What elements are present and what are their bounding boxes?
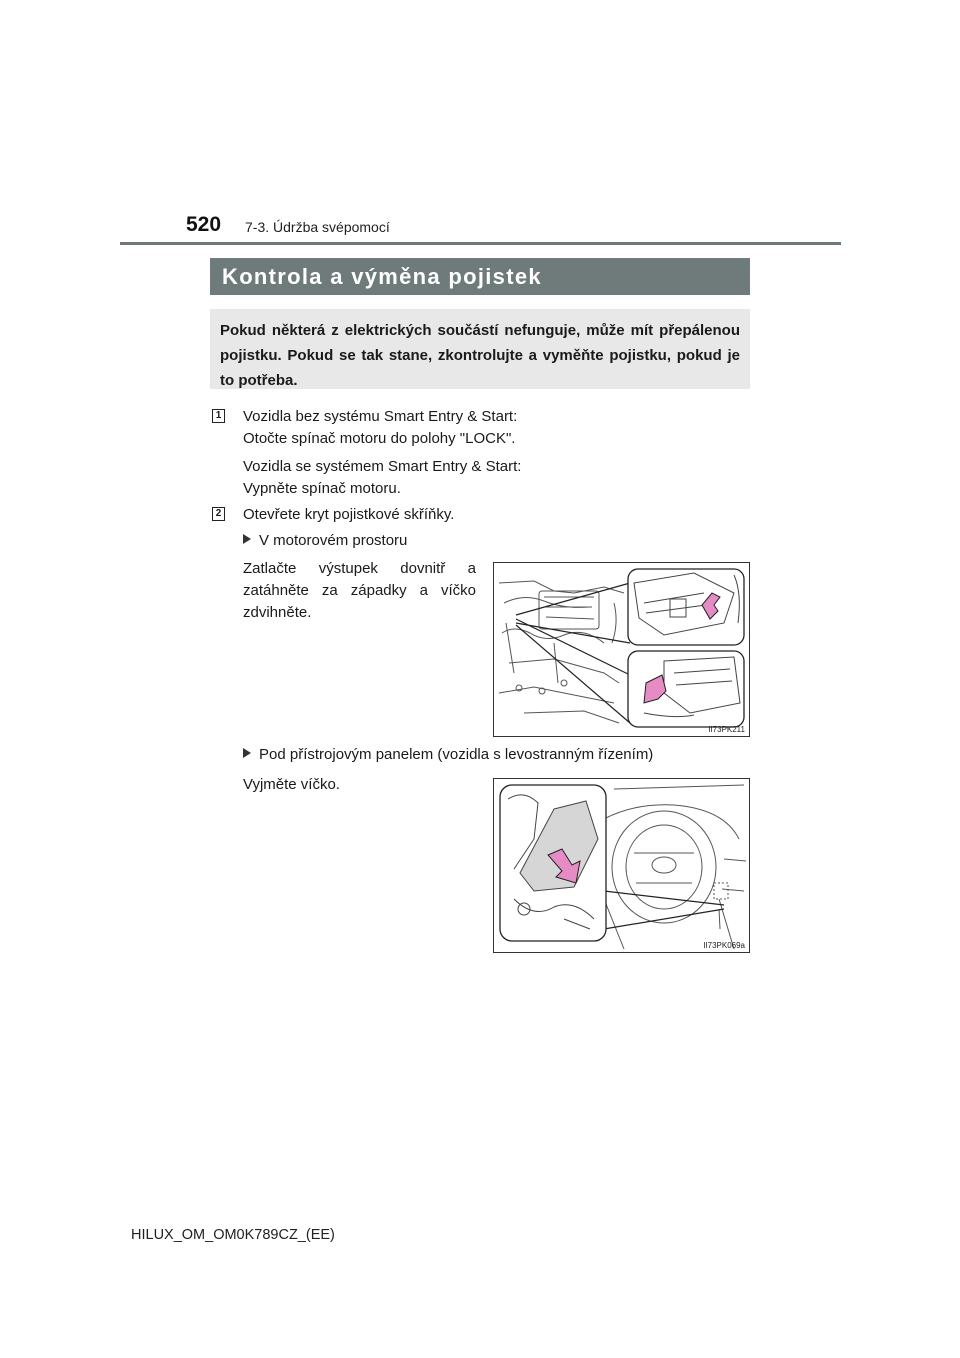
page-number: 520 xyxy=(186,213,222,236)
step-number-1: 1 xyxy=(212,409,225,423)
intro-box: Pokud některá z elektrických součástí nefunguje, může mít přepálenou pojistku. Pokud se tak stane, zkontrolujte a vyměňte pojistku, pokud je to potřeba. xyxy=(210,309,750,389)
step-1-line-1: Vozidla bez systému Smart Entry & Start: xyxy=(243,408,518,425)
figure-code: II73PK069a xyxy=(703,941,745,950)
step-number-2: 2 xyxy=(212,507,225,521)
location-1-heading xyxy=(243,530,407,552)
step-1-line-3: Vozidla se systémem Smart Entry & Start: xyxy=(243,458,522,475)
location-2-label: Pod přístrojovým panelem (vozidla s levostranným řízením) xyxy=(259,746,654,763)
header-divider xyxy=(120,242,841,245)
triangle-bullet-icon xyxy=(243,534,251,544)
location-2-heading xyxy=(243,744,653,766)
engine-compartment-illustration xyxy=(494,563,749,736)
dashboard-illustration xyxy=(494,779,749,952)
location-1-instruction: Zatlačte výstupek dovnitř a zatáhněte za západky a víčko zdvihněte. xyxy=(243,560,476,621)
page-title: Kontrola a výměna pojistek xyxy=(210,258,750,295)
figure-code: II73PK211 xyxy=(708,725,745,734)
step-1-line-4: Vypněte spínač motoru. xyxy=(243,480,401,497)
triangle-bullet-icon xyxy=(243,748,251,758)
step-1-line-2: Otočte spínač motoru do polohy "LOCK". xyxy=(243,430,516,447)
section-title: 7-3. Údržba svépomocí xyxy=(245,219,390,235)
location-2-instruction: Vyjměte víčko. xyxy=(243,776,340,793)
step-2-line-1: Otevřete kryt pojistkové skříňky. xyxy=(243,506,455,523)
engine-fuse-box-figure xyxy=(493,562,750,737)
document-footer: HILUX_OM_OM0K789CZ_(EE) xyxy=(131,1227,335,1243)
dashboard-fuse-box-figure xyxy=(493,778,750,953)
location-1-label: V motorovém prostoru xyxy=(259,532,408,549)
